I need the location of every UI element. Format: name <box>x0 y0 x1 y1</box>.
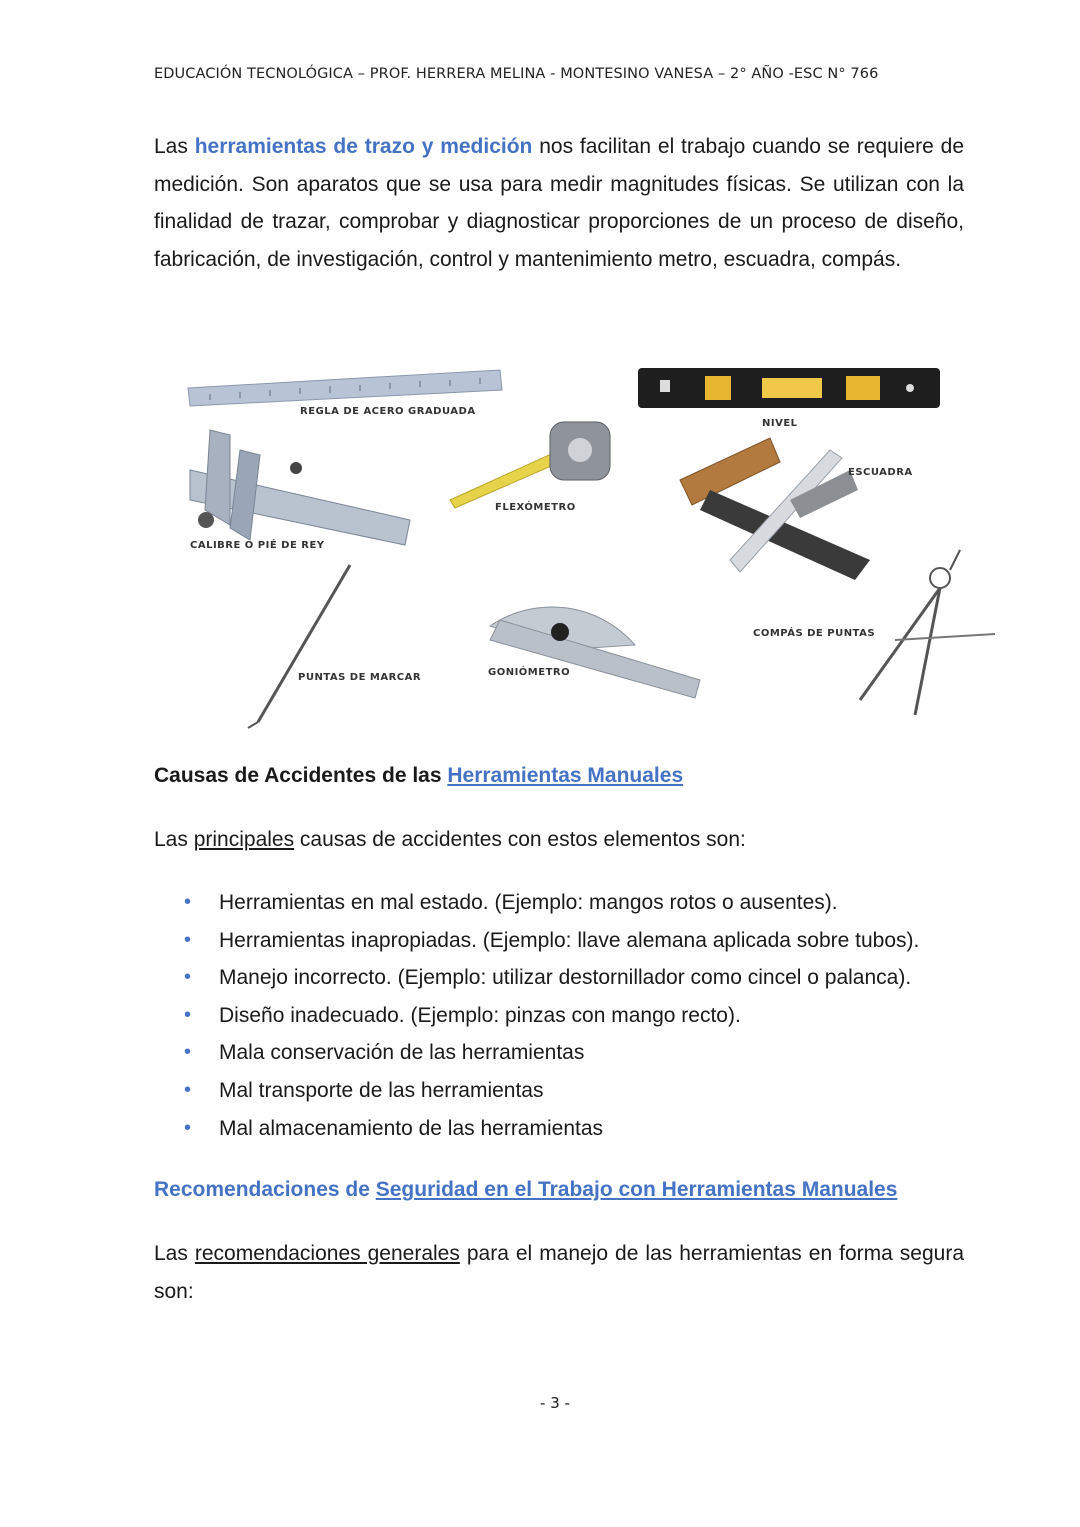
recommendations-intro-lead: Las <box>154 1242 195 1265</box>
square-illustration <box>680 438 870 580</box>
list-item <box>154 1034 919 1072</box>
bullet-icon: • <box>184 891 192 913</box>
page-header: EDUCACIÓN TECNOLÓGICA – PROF. HERRERA MELINA - MONTESINO VANESA – 2° AÑO -ESC N° 766 <box>154 66 879 82</box>
list-item-text: Mal transporte de las herramientas <box>219 1078 544 1102</box>
list-item-text: Mala conservación de las herramientas <box>219 1041 585 1065</box>
bullet-icon: • <box>184 1041 192 1064</box>
recommendations-intro <box>154 1235 964 1310</box>
label-flexometro: FLEXÓMETRO <box>495 502 576 513</box>
accidents-intro <box>154 821 964 859</box>
intro-paragraph <box>154 128 964 278</box>
intro-rest: nos facilitan el trabajo cuando se requiere de medición. Son aparatos que se usa para medir magnitudes físicas. Se utilizan con la finalidad de trazar, comprobar y diagnosticar proporciones de un proceso de diseño, fabricación, de investigación, control y mantenimiento metro, escuadra, compás. <box>154 135 965 271</box>
list-item-text: Diseño inadecuado. (Ejemplo: pinzas con mango recto). <box>219 1003 741 1027</box>
accidents-heading <box>154 764 683 788</box>
list-item <box>154 922 919 960</box>
recommendations-heading-link[interactable]: Seguridad en el Trabajo con Herramientas Manuales <box>375 1178 898 1201</box>
list-item <box>154 884 919 922</box>
level-illustration <box>638 368 940 408</box>
tape-measure-illustration <box>450 422 610 508</box>
bullet-icon: • <box>184 1116 192 1139</box>
label-goniometro: GONIÓMETRO <box>488 667 571 678</box>
recommendations-heading <box>154 1178 897 1202</box>
list-item-text: Herramientas inapropiadas. (Ejemplo: llave alemana aplicada sobre tubos). <box>219 928 920 952</box>
list-item-text: Mal almacenamiento de las herramientas <box>219 1116 604 1140</box>
accidents-intro-rest: causas de accidentes con estos elementos son: <box>294 828 746 851</box>
intro-lead: Las <box>154 135 195 158</box>
measuring-tools-figure <box>150 350 1010 730</box>
accidents-heading-prefix: Causas de Accidentes de las <box>154 764 448 787</box>
bullet-icon: • <box>184 1078 192 1101</box>
steel-ruler-illustration <box>188 370 502 406</box>
list-item <box>154 959 919 997</box>
caliper-illustration <box>190 430 410 545</box>
recommendations-intro-underlined: recomendaciones generales <box>194 1242 460 1265</box>
compass-illustration <box>860 550 995 715</box>
intro-highlight: herramientas de trazo y medición <box>194 135 533 158</box>
accidents-list <box>154 884 919 1147</box>
label-nivel: NIVEL <box>762 418 798 429</box>
list-item-text: Manejo incorrecto. (Ejemplo: utilizar destornillador como cincel o palanca). <box>219 966 912 990</box>
protractor-illustration <box>490 607 700 698</box>
recommendations-intro-rest: para el manejo de las herramientas en forma segura son: <box>154 1242 964 1303</box>
accidents-heading-link[interactable]: Herramientas Manuales <box>447 764 684 787</box>
accidents-intro-underlined: principales <box>193 828 295 851</box>
label-escuadra: ESCUADRA <box>848 467 913 478</box>
bullet-icon: • <box>184 1003 192 1026</box>
list-item <box>154 1072 919 1110</box>
scriber-illustration <box>248 565 350 728</box>
bullet-icon: • <box>184 966 192 989</box>
list-item-text: Herramientas en mal estado. (Ejemplo: mangos rotos o ausentes). <box>219 891 838 914</box>
accidents-intro-lead: Las <box>154 828 194 851</box>
page-number: - 3 - <box>540 1394 570 1412</box>
recommendations-heading-prefix: Recomendaciones de <box>154 1178 376 1201</box>
list-item <box>154 997 919 1035</box>
label-regla: REGLA DE ACERO GRADUADA <box>300 406 476 417</box>
label-calibre: CALIBRE O PIÉ DE REY <box>190 540 325 551</box>
bullet-icon: • <box>184 928 192 951</box>
label-compas: COMPÁS DE PUNTAS <box>753 628 876 639</box>
list-item <box>154 1110 919 1148</box>
label-puntas: PUNTAS DE MARCAR <box>298 672 422 683</box>
